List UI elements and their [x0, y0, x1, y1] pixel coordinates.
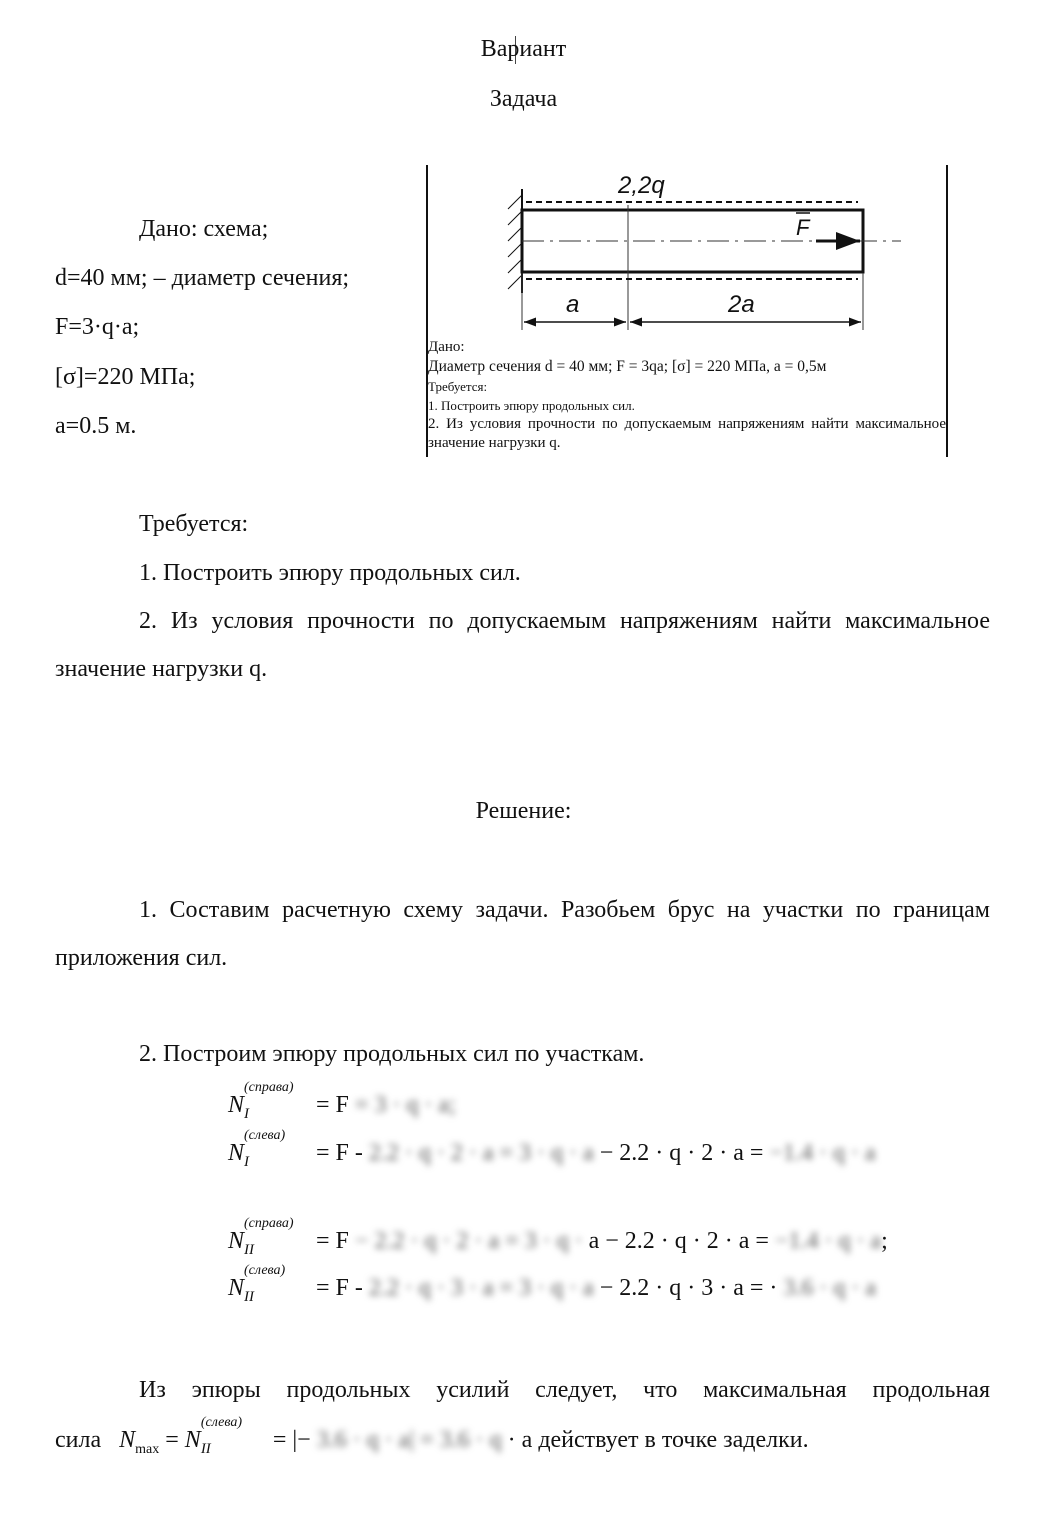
conclusion-line1: Из эпюры продольных усилий следует, что максимальная продольная [139, 1377, 990, 1403]
figure-text-required: Требуется: [428, 379, 488, 394]
solution-title: Решение: [475, 798, 572, 824]
equation-n2-left: N (слева) II = F - 2.2 · q · 3 · a = 3 · q · a − 2.2 · q · 3 · a = · 3.6 · q · a [228, 1263, 877, 1305]
given-title: Дано: схема; [139, 216, 269, 242]
given-length: a=0.5 м. [55, 413, 137, 439]
fixed-support-hatching [508, 195, 522, 289]
figure-text-item1: 1. Построить эпюру продольных сил. [428, 398, 635, 413]
required-item2: 2. Из условия прочности по допускаемым напряжениям найти максимальное значение нагрузки q. [55, 608, 990, 682]
force-label: F [796, 215, 810, 240]
required-title: Требуется: [139, 511, 249, 537]
figure-text-given: Дано: [428, 339, 465, 355]
solution-step2: 2. Построим эпюру продольных сил по участкам. [139, 1041, 645, 1067]
given-stress: [σ]=220 МПа; [55, 364, 196, 390]
task-heading: Задача [489, 86, 558, 112]
solution-step1: 1. Составим расчетную схему задачи. Разобьем брус на участки по границам приложения сил. [55, 897, 990, 971]
required-item1: 1. Построить эпюру продольных сил. [139, 560, 521, 586]
load-label: 2,2q [618, 172, 665, 199]
variant-heading: Вариант [480, 36, 567, 62]
dim-2a-label: 2a [728, 291, 755, 318]
equation-n2-right: N (справа) II = F − 2.2 · q · 2 · a = 3 · q · a − 2.2 · q · 2 · a = −1.4 · q · a; [228, 1216, 888, 1258]
dim-a-label: a [566, 291, 580, 318]
given-force: F=3·q·a; [55, 314, 140, 340]
given-diameter: d=40 мм; – диаметр сечения; [55, 265, 350, 291]
equation-n1-right: N (справа) I = F = 3 · q · a; [228, 1080, 456, 1122]
figure-text-params: Диаметр сечения d = 40 мм; F = 3qa; [σ] = 220 МПа, a = 0,5м [428, 358, 827, 375]
figure-text-item2: 2. Из условия прочности по допускаемым напряжениям найти максимальное значение нагрузки q. [428, 416, 946, 451]
equation-n1-left: N (слева) I = F - 2.2 · q · 2 · a = 3 · q · a − 2.2 · q · 2 · a = −1.4 · q · a [228, 1128, 876, 1170]
conclusion-line2: сила $N_{max} = N$ (слева) II = |− 3.6 · q · a| = 3.6 · q · a действует в точке заделки. [55, 1415, 809, 1457]
